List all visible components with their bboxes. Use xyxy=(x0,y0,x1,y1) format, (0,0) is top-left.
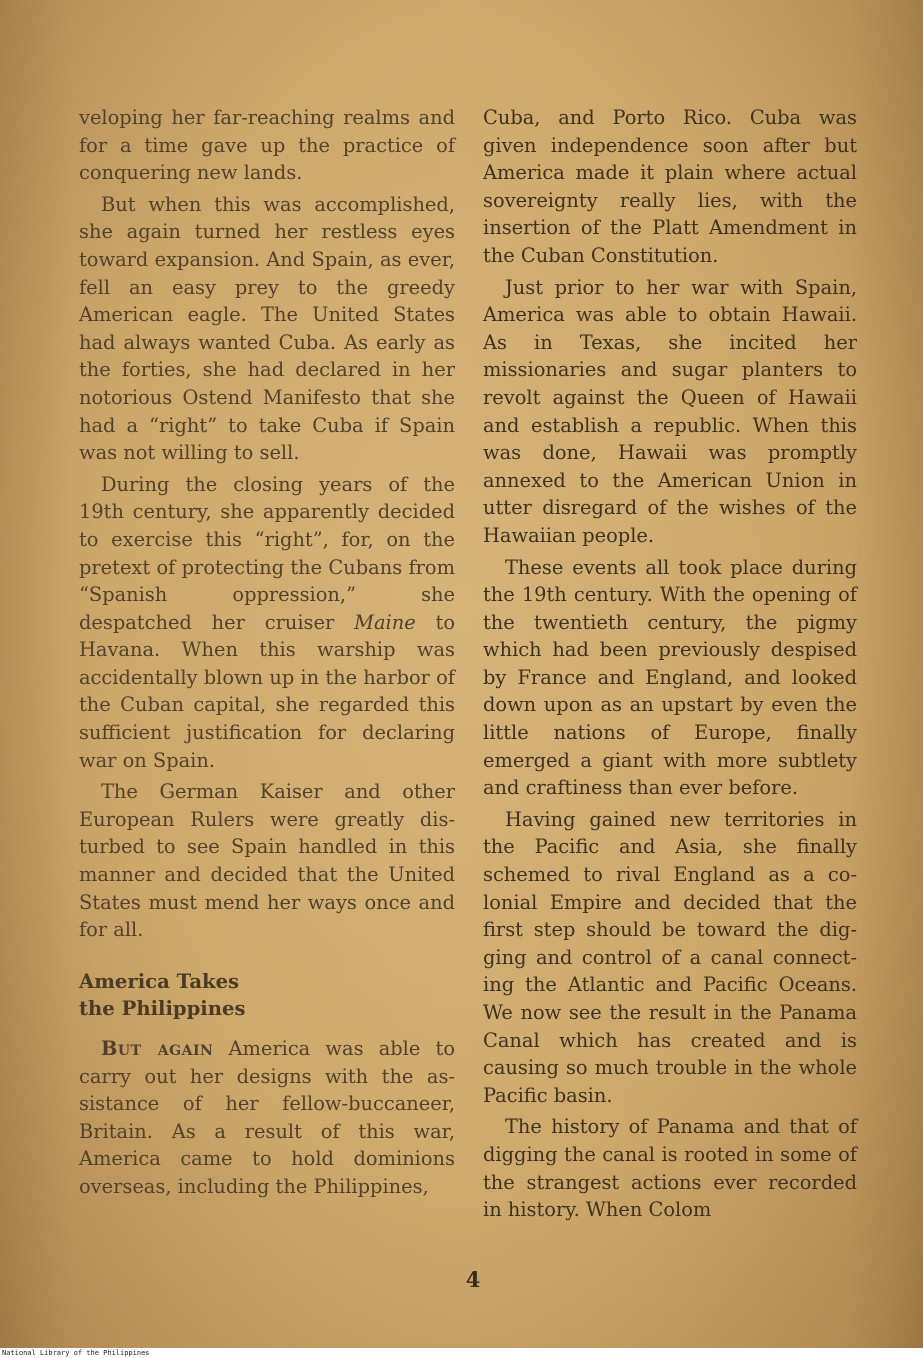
page-number: 4 xyxy=(465,1267,481,1292)
ship-name: Maine xyxy=(354,610,416,634)
left-paragraph-5-text: America was able to carry out her designs with the assistance of her fellow-buccaneer, Britain. As a result of this war, America came to hold dominions overseas, including the Philippines, xyxy=(79,1037,455,1198)
left-paragraph-1: veloping her far-reaching realms and for a time gave up the practice of conquering new lands. xyxy=(79,106,455,185)
section-heading-line-1: America Takes xyxy=(79,969,240,993)
right-paragraph-2: Just prior to her war with Spain, America was able to obtain Hawaii. As in Texas, she incited her missionaries and sugar planters to revolt against the Queen of Hawaii and establish a republic. When this was done, Hawaii was promptly annexed to the American Union in utter disregard of the wishes of the Hawaiian people. xyxy=(483,275,857,547)
left-paragraph-5 xyxy=(79,1035,455,1201)
right-paragraph-3: These events all took place during the 19th century. With the opening of the twentieth century, the pigmy which had been previously despised by France and England, and looked down upon as an upstart by even the little nations of Europe, finally emerged a giant with more subtlety and craftiness than ever before. xyxy=(483,555,857,800)
left-paragraph-3-end: to Havana. When this warship was accidentally blown up in the harbor of the Cuban capital, she regarded this sufficient justification for declaring war on Spain. xyxy=(79,610,456,772)
right-paragraph-1: Cuba, and Porto Rico. Cuba was given independence soon after but America made it plain where actual sovereignty really lies, with the insertion of the Platt Amendment in the Cuban Constitution. xyxy=(483,106,857,267)
left-paragraph-4: The German Kaiser and other European Rulers were greatly disturbed to see Spain handled in this manner and decided that the United States must mend her ways once and for all. xyxy=(79,780,455,942)
footer-credit: National Library of the Philippines xyxy=(2,1349,150,1357)
left-column xyxy=(79,104,455,1205)
lead-in-words: But again xyxy=(101,1037,214,1060)
left-paragraph-3 xyxy=(79,471,455,775)
section-heading-line-2: the Philippines xyxy=(79,997,246,1021)
left-paragraph-3-text: During the closing years of the 19th century, she apparently decided to exercise this “right”, for, on the pretext of protecting the Cubans from “Spanish oppression,” she despatched her cruiser xyxy=(79,472,455,634)
section-heading xyxy=(79,968,455,1023)
right-paragraph-4: Having gained new territories in the Pacific and Asia, she finally schemed to rival England as a colonial Empire and decided that the first step should be toward the digging and control of a canal connecting the Atlantic and Pacific Oceans. We now see the result in the Panama Canal which has created and is causing so much trouble in the whole Pacific basin. xyxy=(483,807,857,1107)
left-paragraph-2: But when this was accomplished, she again turned her restless eyes toward expansion. And Spain, as ever, fell an easy prey to the greedy American eagle. The United States had always wanted Cuba. As early as the forties, she had declared in her notorious Ostend Manifesto that she had a “right” to take Cuba if Spain was not willing to sell. xyxy=(79,192,455,465)
right-paragraph-5: The history of Panama and that of digging the canal is rooted in some of the strangest actions ever recorded in history. When Colom xyxy=(483,1115,857,1222)
right-column xyxy=(483,104,857,1228)
